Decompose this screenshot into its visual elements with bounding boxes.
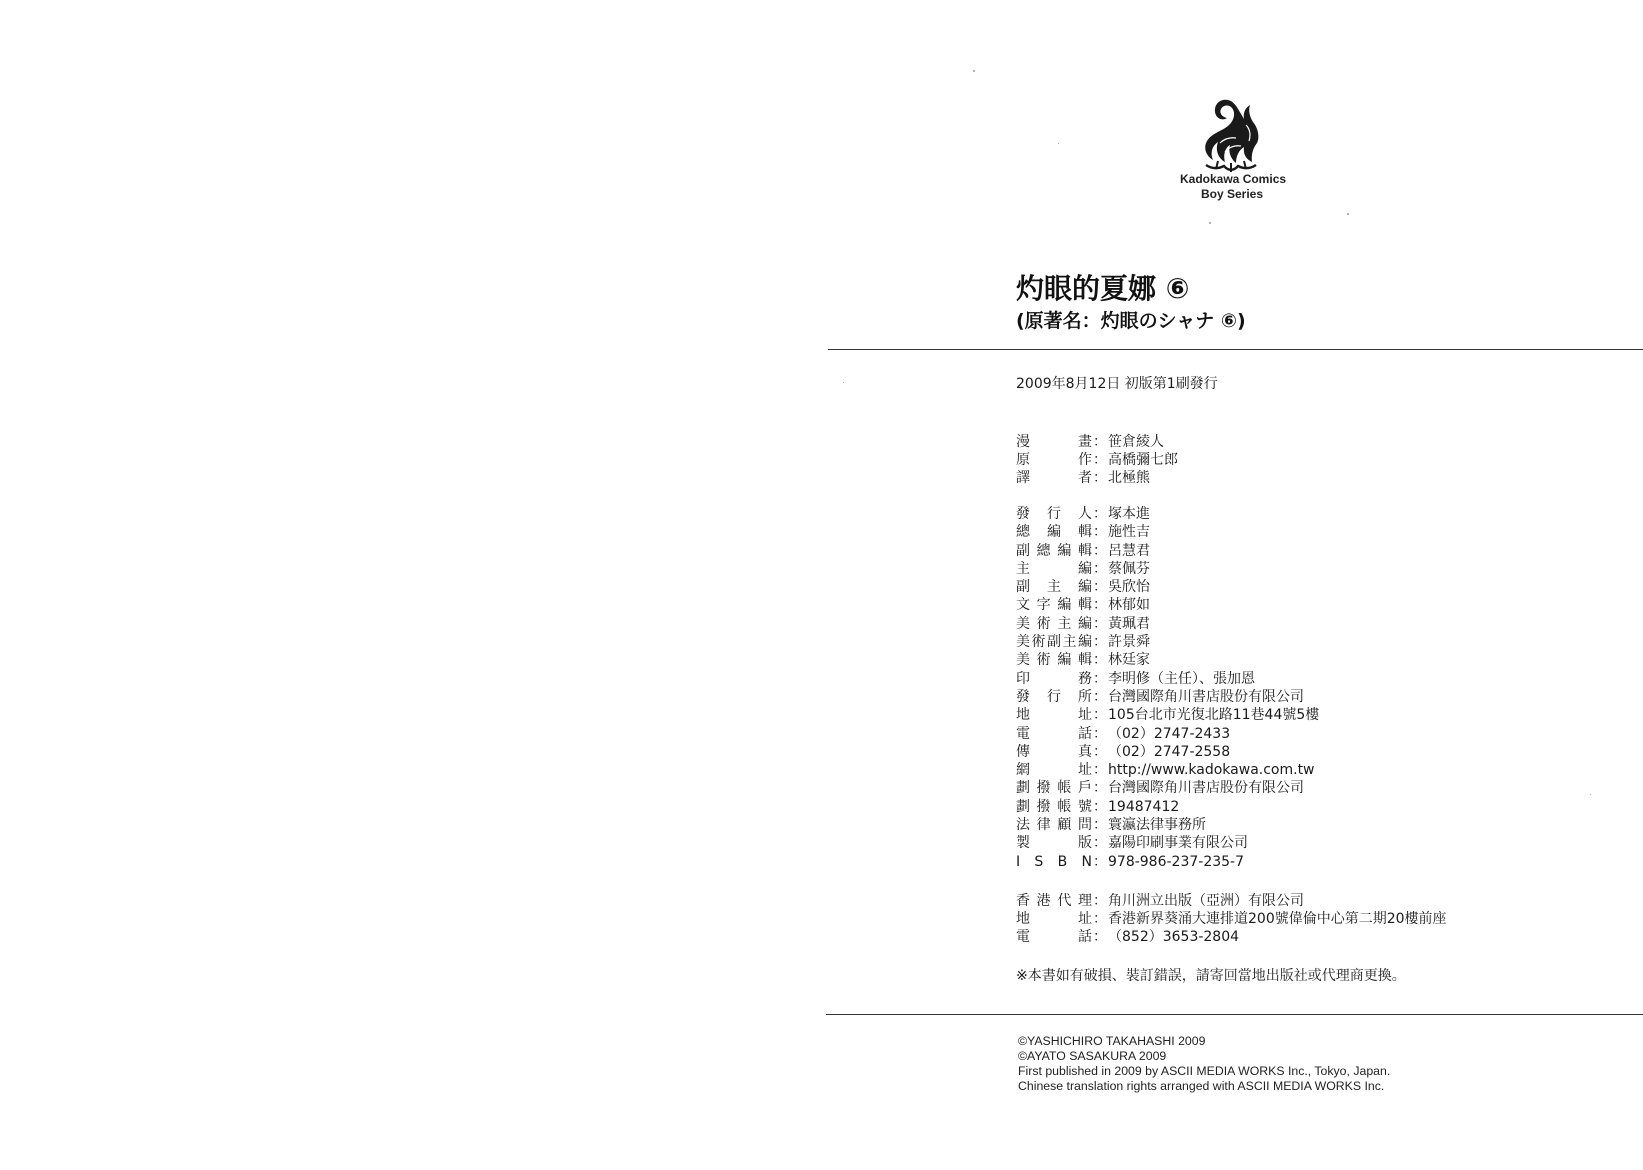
credit-label-char: 副	[1047, 634, 1061, 651]
credit-value: 角川洲立出版（亞洲）有限公司	[1108, 893, 1304, 909]
credit-label-char: 文	[1016, 597, 1030, 614]
credit-label-char: 址	[1078, 762, 1092, 779]
credit-label	[1016, 469, 1092, 487]
credit-row	[1016, 578, 1319, 596]
credit-label	[1016, 596, 1092, 614]
credit-row	[1016, 560, 1319, 578]
credit-label	[1016, 743, 1092, 761]
credit-label-char: 美	[1016, 615, 1030, 632]
scan-speck	[843, 382, 844, 383]
credit-label-char: 號	[1077, 798, 1092, 815]
credit-label	[1016, 523, 1092, 541]
credit-label-char: 總	[1016, 524, 1030, 541]
credit-label-char: 所	[1078, 688, 1092, 705]
credit-label-char: 主	[1062, 634, 1077, 651]
credit-colon: ：	[1093, 524, 1107, 541]
credit-row	[1016, 725, 1319, 743]
credit-label-char: 譯	[1016, 470, 1030, 486]
credit-label-char: 輯	[1078, 524, 1092, 541]
credit-label-char: 者	[1078, 470, 1092, 486]
credit-label	[1016, 560, 1092, 578]
credit-label-char: 地	[1016, 911, 1030, 927]
credit-label-char: 電	[1016, 725, 1030, 742]
credit-label-char: I	[1016, 853, 1021, 870]
credit-colon: ：	[1093, 634, 1107, 651]
credit-label	[1016, 928, 1092, 946]
credit-colon: ：	[1093, 470, 1107, 486]
edition-line: 2009年8月12日 初版第1刷發行	[1016, 376, 1218, 392]
notice-line: ※本書如有破損、裝訂錯誤，請寄回當地出版社或代理商更換。	[1016, 968, 1406, 984]
credit-colon: ：	[1093, 835, 1107, 852]
credit-row	[1016, 433, 1178, 451]
credit-value: 塚本進	[1108, 506, 1150, 522]
book-title: 灼眼的夏娜 ⑥	[1016, 272, 1190, 305]
credit-row	[1016, 798, 1319, 816]
credit-label-char: 港	[1036, 893, 1051, 909]
credit-label	[1016, 578, 1092, 596]
credit-row	[1016, 834, 1319, 852]
credit-value: 許景舜	[1108, 634, 1150, 651]
credit-row	[1016, 451, 1178, 469]
credit-label-char: 傳	[1016, 743, 1030, 760]
credit-label	[1016, 853, 1092, 871]
scan-speck	[1590, 794, 1591, 795]
credit-label-char: 主	[1047, 579, 1061, 596]
credit-colon: ：	[1093, 911, 1107, 927]
credit-row	[1016, 892, 1447, 910]
credit-value: 19487412	[1108, 798, 1180, 815]
imprint-label	[1180, 172, 1287, 202]
credit-label-char: 字	[1036, 597, 1051, 614]
credit-value: 呂慧君	[1108, 542, 1150, 559]
credit-colon: ：	[1093, 929, 1107, 945]
credit-label	[1016, 451, 1092, 469]
credit-colon: ：	[1093, 780, 1107, 797]
credit-colon: ：	[1093, 506, 1107, 522]
credit-label-char: B	[1057, 853, 1068, 870]
copyright-line: ©YASHICHIRO TAKAHASHI 2009	[1018, 1034, 1206, 1048]
credit-colon: ：	[1093, 725, 1107, 742]
credit-row	[1016, 910, 1447, 928]
credit-row	[1016, 743, 1319, 761]
credit-label	[1016, 433, 1092, 451]
credit-row	[1016, 779, 1319, 797]
credit-value: 蔡佩芬	[1108, 560, 1150, 577]
credit-value: 李明修（主任）、張加恩	[1108, 670, 1255, 687]
credit-value: 978-986-237-235-7	[1108, 853, 1245, 870]
imprint-line-1: Kadokawa Comics	[1180, 172, 1287, 186]
credit-label-char: 帳	[1057, 798, 1072, 815]
credit-label-char: 編	[1078, 579, 1092, 596]
credit-label-char: 編	[1057, 652, 1072, 669]
credit-label	[1016, 725, 1092, 743]
credit-label-char: 輯	[1077, 542, 1092, 559]
credit-label-char: 術	[1036, 615, 1051, 632]
credit-label-char: 理	[1077, 893, 1092, 909]
credit-label	[1016, 706, 1092, 724]
credit-label-char: 址	[1078, 911, 1092, 927]
credit-label-char: 香	[1016, 893, 1030, 909]
credit-row	[1016, 688, 1319, 706]
credit-label	[1016, 688, 1092, 706]
credit-label-char: 發	[1016, 506, 1030, 522]
credit-label-char: 美	[1016, 634, 1030, 651]
credit-value: 北極熊	[1108, 470, 1150, 486]
credit-row	[1016, 523, 1319, 541]
divider-bottom	[826, 1014, 1643, 1015]
original-title: (原著名：灼眼のシャナ ⑥)	[1016, 310, 1246, 332]
credit-label	[1016, 834, 1092, 852]
credit-label-char: 電	[1016, 929, 1030, 945]
credit-label-char: 人	[1078, 506, 1092, 522]
credit-value: 105台北市光復北路11巷44號5樓	[1108, 707, 1320, 724]
credit-row	[1016, 651, 1319, 669]
credit-row	[1016, 816, 1319, 834]
credit-label-char: 畫	[1078, 434, 1092, 450]
credit-label	[1016, 816, 1092, 834]
credit-label-char: 代	[1057, 893, 1072, 909]
copyright-line: Chinese translation rights arranged with ASCII MEDIA WORKS Inc.	[1018, 1079, 1385, 1093]
credit-label-char: 帳	[1057, 780, 1072, 797]
credit-row	[1016, 615, 1319, 633]
credit-label	[1016, 542, 1092, 560]
credit-row	[1016, 505, 1319, 523]
phoenix-emblem-icon	[1198, 95, 1264, 173]
credit-colon: ：	[1093, 434, 1107, 450]
credit-colon: ：	[1093, 707, 1107, 724]
scan-speck	[1058, 143, 1059, 144]
credits-group-publisher	[1016, 505, 1319, 871]
credit-label-char: 址	[1078, 707, 1092, 724]
credit-label-char: 印	[1016, 670, 1030, 687]
credit-value: http://www.kadokawa.com.tw	[1108, 762, 1315, 779]
credit-value: 施性吉	[1108, 524, 1150, 541]
credits-group-creators	[1016, 433, 1178, 487]
credit-label-char: 劃	[1016, 798, 1030, 815]
credit-value: 林郁如	[1108, 597, 1150, 614]
credit-colon: ：	[1093, 560, 1107, 577]
credit-row	[1016, 633, 1319, 651]
credit-label-char: 發	[1016, 688, 1030, 705]
divider-top	[828, 349, 1643, 350]
copyright-block	[1018, 1034, 1390, 1094]
credit-label-char: 撥	[1036, 798, 1051, 815]
credit-label-char: 編	[1077, 615, 1092, 632]
credit-label-char: 戶	[1077, 780, 1092, 797]
credit-value: 香港新界葵涌大連排道200號偉倫中心第二期20樓前座	[1108, 911, 1447, 927]
credit-label-char: 話	[1078, 725, 1092, 742]
credit-label-char: 撥	[1036, 780, 1051, 797]
credit-row	[1016, 469, 1178, 487]
credit-label-char: 術	[1036, 652, 1051, 669]
credit-label-char: 編	[1057, 542, 1072, 559]
credit-label-char: 主	[1057, 615, 1072, 632]
credit-colon: ：	[1093, 853, 1107, 870]
credit-label-char: 版	[1078, 835, 1092, 852]
credit-label-char: 行	[1047, 688, 1061, 705]
credit-value: 台灣國際角川書店股份有限公司	[1108, 688, 1304, 705]
credit-value: （02）2747-2558	[1108, 743, 1231, 760]
copyright-line: ©AYATO SASAKURA 2009	[1018, 1049, 1167, 1063]
scan-speck	[1209, 222, 1211, 224]
credit-row	[1016, 853, 1319, 871]
credit-label-char: 編	[1078, 560, 1092, 577]
credit-label-char: 顧	[1057, 817, 1072, 834]
credit-colon: ：	[1093, 743, 1107, 760]
credit-label-char: 編	[1047, 524, 1061, 541]
credit-label-char: 主	[1016, 560, 1030, 577]
credit-label-char: 真	[1078, 743, 1092, 760]
credit-label-char: S	[1034, 853, 1044, 870]
credit-colon: ：	[1093, 615, 1107, 632]
credit-value: 嘉陽印刷事業有限公司	[1108, 835, 1248, 852]
imprint-line-2: Boy Series	[1200, 187, 1264, 201]
credit-label-char: 製	[1016, 835, 1030, 852]
credit-label-char: 編	[1057, 597, 1072, 614]
credit-colon: ：	[1093, 798, 1107, 815]
credit-label-char: 網	[1016, 762, 1030, 779]
credit-label	[1016, 761, 1092, 779]
credit-value: 黃珮君	[1108, 615, 1150, 632]
scan-speck	[973, 70, 975, 72]
credit-colon: ：	[1093, 452, 1107, 468]
credit-label	[1016, 670, 1092, 688]
credit-value: 台灣國際角川書店股份有限公司	[1108, 780, 1304, 797]
copyright-line: First published in 2009 by ASCII MEDIA WORKS Inc., Tokyo, Japan.	[1018, 1064, 1391, 1078]
credit-label-char: 原	[1016, 452, 1030, 468]
credit-row	[1016, 596, 1319, 614]
credit-label-char: 副	[1016, 542, 1030, 559]
credit-label	[1016, 505, 1092, 523]
credit-colon: ：	[1093, 893, 1107, 909]
credit-row	[1016, 670, 1319, 688]
credit-colon: ：	[1093, 652, 1107, 669]
credit-value: （852）3653-2804	[1108, 929, 1240, 945]
credit-label-char: 劃	[1016, 780, 1030, 797]
credit-label	[1016, 910, 1092, 928]
credit-label-char: 副	[1016, 579, 1030, 596]
credit-row	[1016, 542, 1319, 560]
credit-value: 笹倉綾人	[1108, 434, 1164, 450]
credit-label	[1016, 615, 1092, 633]
credit-value: 寰瀛法律事務所	[1108, 817, 1206, 834]
credit-label-char: 法	[1016, 817, 1030, 834]
credit-value: 高橋彌七郎	[1108, 452, 1178, 468]
credit-label-char: 美	[1016, 652, 1030, 669]
credits-group-hongkong	[1016, 892, 1447, 946]
credit-label-char: 漫	[1016, 434, 1030, 450]
credit-colon: ：	[1093, 542, 1107, 559]
credit-label-char: 行	[1047, 506, 1061, 522]
credit-colon: ：	[1093, 670, 1107, 687]
credit-label-char: 地	[1016, 707, 1030, 724]
credit-label-char: 律	[1036, 817, 1051, 834]
credit-label-char: 輯	[1077, 597, 1092, 614]
credit-label	[1016, 798, 1092, 816]
credit-label-char: 作	[1078, 452, 1092, 468]
credit-label-char: 話	[1078, 929, 1092, 945]
credit-label-char: 問	[1077, 817, 1092, 834]
credit-colon: ：	[1093, 688, 1107, 705]
scan-speck	[1347, 213, 1349, 215]
credit-label	[1016, 779, 1092, 797]
credit-row	[1016, 706, 1319, 724]
credit-value: 林廷家	[1108, 652, 1150, 669]
credit-colon: ：	[1093, 579, 1107, 596]
credit-label-char: 編	[1078, 634, 1092, 651]
credit-colon: ：	[1093, 817, 1107, 834]
credit-value: （02）2747-2433	[1108, 725, 1231, 742]
credit-colon: ：	[1093, 762, 1107, 779]
credit-value: 吳欣怡	[1108, 579, 1150, 596]
credit-row	[1016, 761, 1319, 779]
credit-label-char: 務	[1078, 670, 1092, 687]
credit-label	[1016, 892, 1092, 910]
credit-row	[1016, 928, 1447, 946]
credit-label-char: 輯	[1077, 652, 1092, 669]
credit-label	[1016, 651, 1092, 669]
credit-label-char: 總	[1036, 542, 1051, 559]
credit-label-char: 術	[1031, 634, 1046, 651]
credit-label-char: N	[1081, 853, 1092, 870]
credit-colon: ：	[1093, 597, 1107, 614]
credit-label	[1016, 633, 1092, 651]
